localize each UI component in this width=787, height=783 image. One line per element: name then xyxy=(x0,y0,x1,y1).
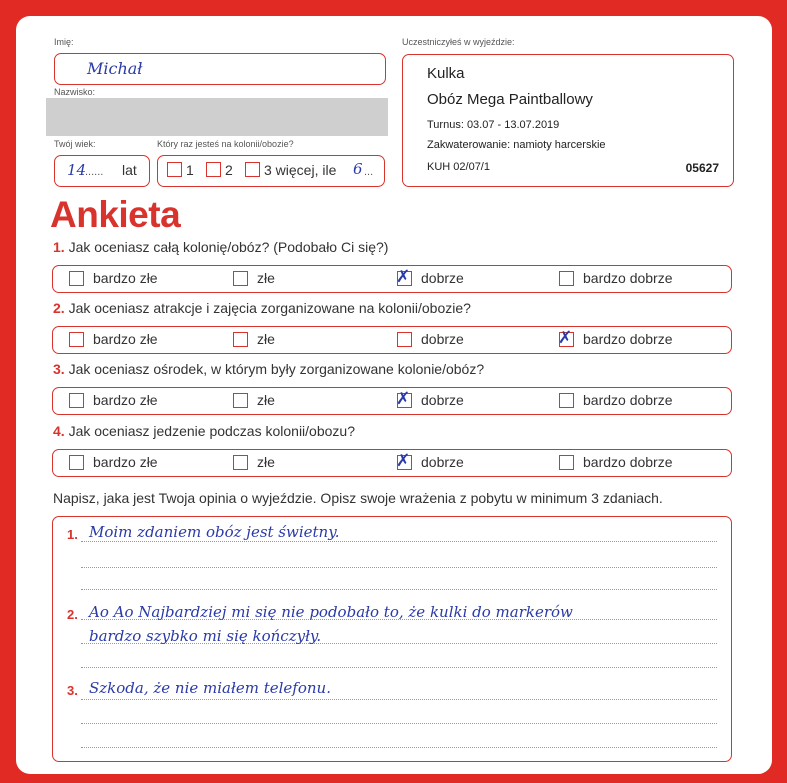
question-2-option-4-label: bardzo dobrze xyxy=(583,331,673,347)
question-2-option-2-label: złe xyxy=(257,331,275,347)
times-option-2: 2 xyxy=(225,162,233,178)
question-3 xyxy=(53,361,484,377)
opinion-num-1: 1. xyxy=(67,527,78,542)
question-1-checkbox-4[interactable] xyxy=(559,271,574,286)
surname-redaction xyxy=(46,98,388,136)
question-1 xyxy=(53,239,388,255)
question-2 xyxy=(53,300,471,316)
age-unit: lat xyxy=(122,162,137,178)
times-checkbox-2[interactable] xyxy=(206,162,221,177)
survey-sheet xyxy=(16,16,772,774)
opinion-entry-3-line-1: Szkoda, że nie miałem telefonu. xyxy=(89,679,331,697)
question-3-number: 3. xyxy=(53,361,65,377)
question-2-option-3-label: dobrze xyxy=(421,331,464,347)
question-4-checkbox-4[interactable] xyxy=(559,455,574,470)
question-2-options xyxy=(52,326,732,354)
participant-line2: Obóz Mega Paintballowy xyxy=(427,91,593,108)
check-mark-icon: ✗ xyxy=(396,267,411,287)
question-2-option-1-label: bardzo złe xyxy=(93,331,158,347)
question-4-option-3-label: dobrze xyxy=(421,454,464,470)
question-2-checkbox-2[interactable] xyxy=(233,332,248,347)
times-checkbox-1[interactable] xyxy=(167,162,182,177)
question-1-checkbox-2[interactable] xyxy=(233,271,248,286)
question-3-checkbox-4[interactable] xyxy=(559,393,574,408)
check-mark-icon: ✗ xyxy=(396,451,411,471)
question-4 xyxy=(53,423,355,439)
question-3-checkbox-2[interactable] xyxy=(233,393,248,408)
question-3-option-2-label: złe xyxy=(257,392,275,408)
participant-code: KUH 02/07/1 xyxy=(427,161,490,173)
participant-box xyxy=(402,54,734,187)
opinion-box[interactable] xyxy=(52,516,732,762)
question-4-number: 4. xyxy=(53,423,65,439)
times-field xyxy=(157,155,385,187)
question-4-option-2-label: złe xyxy=(257,454,275,470)
opinion-prompt: Napisz, jaka jest Twoja opinia o wyjeździe. Opisz swoje wrażenia z pobytu w minimum 3 zdaniach. xyxy=(53,490,663,506)
question-1-option-3-label: dobrze xyxy=(421,270,464,286)
participant-accommodation: Zakwaterowanie: namioty harcerskie xyxy=(427,139,606,151)
survey-title: Ankieta xyxy=(50,194,181,235)
question-3-option-4-label: bardzo dobrze xyxy=(583,392,673,408)
check-mark-icon: ✗ xyxy=(558,328,573,348)
question-4-option-1-label: bardzo złe xyxy=(93,454,158,470)
participant-number: 05627 xyxy=(685,161,719,175)
question-2-checkbox-4[interactable] xyxy=(558,328,574,348)
question-4-options xyxy=(52,449,732,477)
name-field[interactable] xyxy=(54,53,386,85)
times-option-1: 1 xyxy=(186,162,194,178)
question-1-option-1-label: bardzo złe xyxy=(93,270,158,286)
question-3-checkbox-1[interactable] xyxy=(69,393,84,408)
question-1-options xyxy=(52,265,732,293)
opinion-num-3: 3. xyxy=(67,683,78,698)
age-value: 14 xyxy=(67,161,87,179)
question-1-option-4-label: bardzo dobrze xyxy=(583,270,673,286)
opinion-entry-2-line-1: Ao Ao Najbardziej mi się nie podobało to, że kulki do markerów xyxy=(89,603,573,621)
question-1-checkbox-1[interactable] xyxy=(69,271,84,286)
question-4-text: Jak oceniasz jedzenie podczas kolonii/obozu? xyxy=(68,423,355,439)
question-1-checkbox-3[interactable] xyxy=(396,267,412,287)
question-2-text: Jak oceniasz atrakcje i zajęcia zorganizowane na kolonii/obozie? xyxy=(68,300,471,316)
age-field[interactable] xyxy=(54,155,150,187)
question-4-checkbox-1[interactable] xyxy=(69,455,84,470)
check-mark-icon: ✗ xyxy=(396,389,411,409)
age-dots: ...... xyxy=(85,166,104,178)
opinion-entry-1-line-1: Moim zdaniem obóz jest świetny. xyxy=(89,523,340,541)
question-3-options xyxy=(52,387,732,415)
question-4-checkbox-2[interactable] xyxy=(233,455,248,470)
times-dots: ... xyxy=(364,166,374,178)
question-3-text: Jak oceniasz ośrodek, w którym były zorganizowane kolonie/obóz? xyxy=(68,361,485,377)
participant-label: Uczestniczyłeś w wyjeździe: xyxy=(402,37,515,47)
participant-turnus: Turnus: 03.07 - 13.07.2019 xyxy=(427,119,560,131)
question-4-option-4-label: bardzo dobrze xyxy=(583,454,673,470)
opinion-num-2: 2. xyxy=(67,607,78,622)
question-1-number: 1. xyxy=(53,239,65,255)
question-1-option-2-label: złe xyxy=(257,270,275,286)
times-checkbox-3[interactable] xyxy=(245,162,260,177)
question-3-checkbox-3[interactable] xyxy=(396,389,412,409)
question-1-text: Jak oceniasz całą kolonię/obóz? (Podobało Ci się?) xyxy=(68,239,389,255)
name-label: Imię: xyxy=(54,37,74,47)
times-option-3: 3 więcej, ile xyxy=(264,162,337,178)
times-count: 6 xyxy=(353,160,363,178)
opinion-entry-2-line-2: bardzo szybko mi się kończyły. xyxy=(89,627,322,645)
name-value: Michał xyxy=(87,59,143,78)
surname-label: Nazwisko: xyxy=(54,87,96,97)
age-label: Twój wiek: xyxy=(54,139,96,149)
question-3-option-1-label: bardzo złe xyxy=(93,392,158,408)
question-4-checkbox-3[interactable] xyxy=(396,451,412,471)
question-2-checkbox-1[interactable] xyxy=(69,332,84,347)
times-label: Który raz jesteś na kolonii/obozie? xyxy=(157,139,294,149)
question-2-checkbox-3[interactable] xyxy=(397,332,412,347)
question-3-option-3-label: dobrze xyxy=(421,392,464,408)
participant-line1: Kulka xyxy=(427,65,465,82)
question-2-number: 2. xyxy=(53,300,65,316)
